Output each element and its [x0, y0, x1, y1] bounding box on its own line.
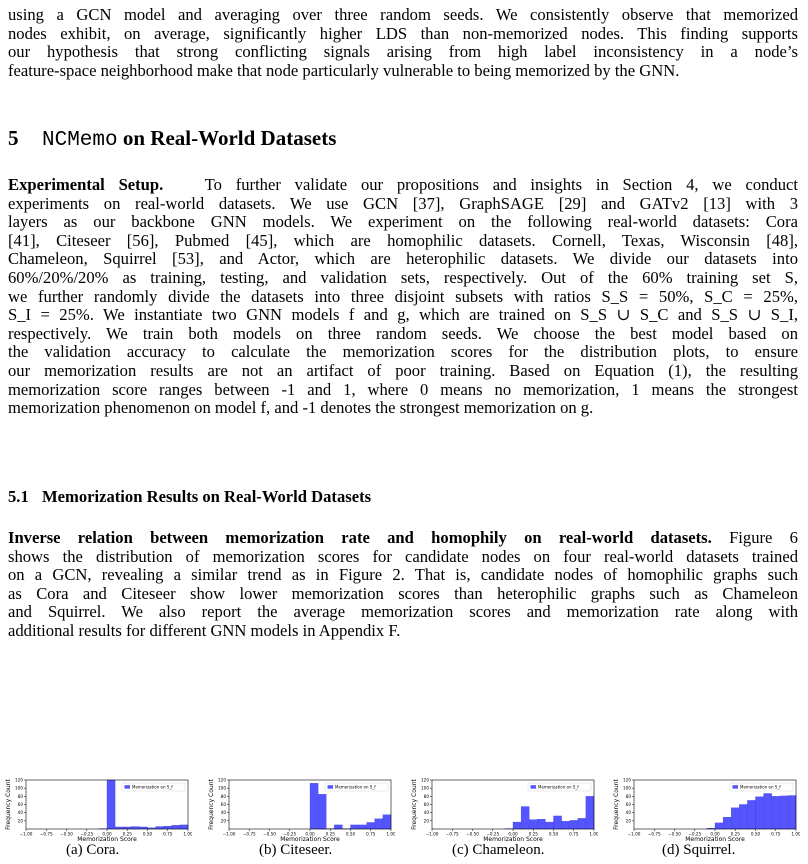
paragraph-lead: Experimental Setup. — [8, 176, 164, 194]
x-tick-label: −1.00 — [425, 831, 439, 837]
text-line — [8, 176, 798, 195]
y-tick-label: 40 — [220, 810, 226, 816]
setup-paragraph — [8, 176, 798, 418]
x-tick-label: −0.50 — [466, 831, 479, 837]
y-axis-label: Frequency Count — [411, 779, 418, 830]
legend-label: Memorization on S_f — [740, 784, 781, 790]
histogram-bar — [780, 796, 788, 829]
legend-label: Memorization on S_f — [335, 784, 376, 790]
figure-caption: (c) Chameleon. — [452, 842, 545, 858]
histogram-bar — [764, 793, 772, 829]
y-tick-label: 100 — [218, 785, 226, 791]
text-line: 60%/20%/20% as training, testing, and validation sets, respectively. Out of the 60% training set S, — [8, 268, 798, 287]
results-paragraph — [8, 529, 798, 641]
histogram-bar — [131, 827, 139, 829]
histogram-bar — [788, 796, 796, 829]
figure-citeseer — [205, 777, 395, 843]
line-text: To further validate our propositions and insights in Section 4, we conduct — [204, 176, 798, 194]
histogram-bar — [375, 819, 383, 829]
line-text: Figure 6 — [729, 529, 798, 547]
histogram-chart — [205, 777, 395, 843]
figure-caption: (a) Cora. — [66, 842, 120, 858]
histogram-bar — [739, 805, 747, 830]
x-tick-label: 1.00 — [386, 831, 395, 837]
subsection-number: 5.1 — [8, 487, 29, 506]
y-tick-label: 80 — [423, 793, 429, 799]
x-tick-label: −0.25 — [486, 831, 500, 837]
y-tick-label: 60 — [220, 802, 226, 807]
histogram-bar — [747, 800, 755, 829]
section-title: on Real-World Datasets — [117, 126, 337, 150]
y-tick-label: 40 — [625, 810, 631, 816]
paragraph-lead: Inverse relation between memorization rate and homophily on real-world datasets. — [8, 529, 712, 547]
text-line: Chameleon, Squirrel [53], and Actor, which are heterophilic datasets. We divide our datasets into — [8, 250, 798, 269]
text-line — [8, 529, 798, 548]
x-tick-label: −0.75 — [39, 831, 53, 837]
text-line: the validation accuracy to calculate the memorization scores for the distribution plots, to ensure — [8, 343, 798, 362]
x-tick-label: 0.25 — [122, 831, 132, 837]
x-tick-label: 0.75 — [163, 831, 173, 837]
legend-swatch — [733, 785, 739, 789]
x-tick-label: 0.50 — [548, 831, 559, 837]
x-tick-label: −0.50 — [60, 831, 73, 837]
y-tick-label: 120 — [421, 777, 429, 783]
text-line: and Squirrel. We also report the average memorization scores and memorization rate along with — [8, 603, 798, 622]
x-axis-label: Memorization Score — [483, 836, 543, 843]
x-tick-label: 0.25 — [730, 831, 740, 837]
x-tick-label: 0.50 — [142, 831, 153, 837]
y-tick-label: 100 — [421, 785, 429, 791]
y-tick-label: 20 — [423, 818, 429, 824]
x-axis-label: Memorization Score — [280, 836, 340, 843]
histogram-chart — [610, 777, 800, 843]
y-tick-label: 80 — [625, 793, 631, 799]
histogram-bar — [164, 826, 172, 829]
text-line: as Cora and Citeseer show lower memorization scores than heterophilic graphs such as Chameleon — [8, 584, 798, 603]
histogram-bar — [578, 818, 586, 829]
histogram-bar — [383, 815, 391, 829]
y-tick-label: 60 — [423, 802, 429, 807]
x-tick-label: 0.00 — [508, 831, 518, 837]
histogram-bar — [172, 825, 180, 829]
x-axis-label: Memorization Score — [685, 836, 745, 843]
histogram-bar — [731, 808, 739, 829]
histogram-chart — [2, 777, 192, 843]
histogram-bar — [359, 825, 367, 829]
y-axis-label: Frequency Count — [5, 779, 12, 830]
y-tick-label: 20 — [625, 818, 631, 824]
text-line: S_I = 25%. We instantiate two GNN models f and g, which are trained on S_S ∪ S_C and S_S ∪ S_I, — [8, 306, 798, 325]
figure-squirrel — [610, 777, 800, 843]
x-tick-label: 0.00 — [102, 831, 112, 837]
y-tick-label: 40 — [17, 810, 23, 816]
histogram-bar — [123, 827, 131, 829]
histogram-bar — [115, 827, 123, 829]
x-tick-label: 1.00 — [791, 831, 800, 837]
text-line: feature-space neighborhood make that node particularly vulnerable to being memorized by the GNN. — [8, 61, 680, 80]
histogram-bar — [545, 822, 553, 829]
section-number: 5 — [8, 126, 19, 150]
x-tick-label: 1.00 — [183, 831, 192, 837]
x-tick-label: 0.50 — [345, 831, 356, 837]
text-line: using a GCN model and averaging over three random seeds. We consistently observe that memorized — [8, 6, 798, 24]
text-line: layers as our backbone GNN models. We experiment on the following real-world datasets: Cora — [8, 213, 798, 232]
x-tick-label: −1.00 — [19, 831, 33, 837]
x-tick-label: −0.50 — [668, 831, 681, 837]
text-line: on a GCN, revealing a similar trend as in Figure 2. That is, candidate nodes of homophilic graphs such — [8, 566, 798, 585]
legend-label: Memorization on S_f — [132, 784, 173, 790]
histogram-bar — [351, 825, 359, 829]
histogram-bar — [586, 796, 594, 829]
y-tick-label: 120 — [218, 777, 226, 783]
x-tick-label: 0.50 — [750, 831, 761, 837]
histogram-bar — [715, 823, 723, 829]
x-tick-label: −0.75 — [647, 831, 661, 837]
histogram-bar — [529, 820, 537, 829]
histogram-bar — [107, 780, 115, 829]
histogram-bar — [334, 825, 342, 829]
x-tick-label: −0.25 — [283, 831, 297, 837]
histogram-bar — [139, 827, 147, 829]
x-tick-label: −0.50 — [263, 831, 276, 837]
y-tick-label: 20 — [220, 818, 226, 824]
y-tick-label: 80 — [220, 793, 226, 799]
histogram-bar — [756, 797, 764, 829]
text-line: nodes exhibit, on average, significantly higher LDS than non-memorized nodes. This finding supports — [8, 24, 798, 43]
text-line: additional results for different GNN models in Appendix F. — [8, 621, 401, 640]
histogram-bar — [562, 821, 570, 829]
x-tick-label: 0.25 — [528, 831, 538, 837]
y-tick-label: 40 — [423, 810, 429, 816]
x-tick-label: 1.00 — [589, 831, 598, 837]
x-tick-label: −0.25 — [688, 831, 702, 837]
figure-cora — [2, 777, 192, 843]
subsection-title: Memorization Results on Real-World Datasets — [42, 487, 372, 506]
histogram-bar — [554, 816, 562, 829]
x-tick-label: −0.75 — [242, 831, 256, 837]
intro-paragraph — [8, 6, 798, 80]
x-tick-label: −0.25 — [80, 831, 94, 837]
text-line: our memorization results are not an artifact of poor training. Based on Equation (1), the resulting — [8, 361, 798, 380]
y-axis-label: Frequency Count — [208, 779, 215, 830]
y-tick-label: 60 — [625, 802, 631, 807]
legend-swatch — [328, 785, 334, 789]
text-line: we further randomly divide the datasets into three disjoint subsets with ratios S_S = 50%, S_C = 25%, — [8, 287, 798, 306]
x-tick-label: 0.75 — [366, 831, 376, 837]
section-heading — [8, 126, 336, 152]
x-tick-label: 0.75 — [569, 831, 579, 837]
y-tick-label: 60 — [17, 802, 23, 807]
x-tick-label: 0.00 — [305, 831, 315, 837]
x-tick-label: −0.75 — [445, 831, 459, 837]
histogram-bar — [772, 796, 780, 829]
subsection-heading — [8, 487, 371, 507]
x-tick-label: 0.00 — [710, 831, 720, 837]
histogram-bar — [570, 820, 578, 829]
legend-label: Memorization on S_f — [538, 784, 579, 790]
histogram-bar — [513, 822, 521, 829]
y-axis-label: Frequency Count — [613, 779, 620, 830]
histogram-bar — [310, 783, 318, 829]
x-tick-label: −1.00 — [222, 831, 236, 837]
text-line: experiments on real-world datasets. We use GCN [37], GraphSAGE [29] and GATv2 [13] with 3 — [8, 194, 798, 213]
text-line: our hypothesis that strong conflicting signals arising from high label inconsistency in a node’s — [8, 43, 798, 62]
y-tick-label: 20 — [17, 818, 23, 824]
text-line: shows the distribution of memorization scores for candidate nodes on four real-world datasets trained — [8, 547, 798, 566]
x-axis-label: Memorization Score — [77, 836, 137, 843]
text-line: memorization phenomenon on model f, and -1 denotes the strongest memorization on g. — [8, 399, 594, 418]
histogram-bar — [156, 827, 164, 829]
legend-swatch — [125, 785, 131, 789]
x-tick-label: 0.75 — [771, 831, 781, 837]
histogram-bar — [521, 807, 529, 829]
figure-chameleon — [408, 777, 598, 843]
x-tick-label: −1.00 — [627, 831, 641, 837]
section-code: NCMemo — [42, 129, 118, 152]
y-tick-label: 120 — [623, 777, 631, 783]
figure-caption: (d) Squirrel. — [662, 842, 736, 858]
histogram-bar — [723, 817, 731, 829]
text-line: [41], Citeseer [56], Pubmed [45], which are homophilic datasets. Cornell, Texas, Wisconsin [48], — [8, 231, 798, 250]
text-line: memorization score ranges between -1 and 1, where 0 means no memorization, 1 means the strongest — [8, 380, 798, 399]
histogram-bar — [537, 819, 545, 829]
y-tick-label: 100 — [15, 785, 23, 791]
histogram-bar — [318, 794, 326, 829]
legend-swatch — [531, 785, 537, 789]
x-tick-label: 0.25 — [325, 831, 335, 837]
y-tick-label: 120 — [15, 777, 23, 783]
y-tick-label: 100 — [623, 785, 631, 791]
histogram-bar — [367, 822, 375, 829]
histogram-chart — [408, 777, 598, 843]
y-tick-label: 80 — [17, 793, 23, 799]
figure-caption: (b) Citeseer. — [259, 842, 333, 858]
text-line: respectively. We train both models on three random seeds. We choose the best model based on — [8, 324, 798, 343]
histogram-bar — [180, 825, 188, 829]
